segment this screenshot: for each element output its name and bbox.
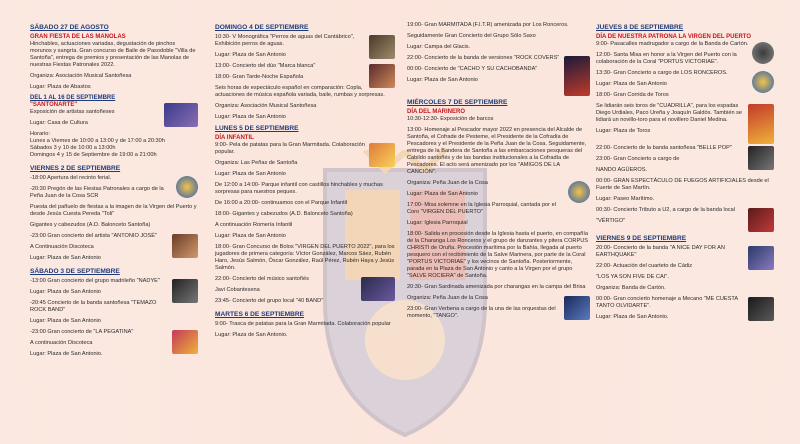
place-text: Lugar: Plaza de Abastos xyxy=(30,84,91,90)
event-line: 13:00- Concierto del dúo "Marca blanca" xyxy=(215,63,316,69)
place-text: Lugar: Plaza de San Antonio xyxy=(30,255,101,261)
event-line: -18:00 Apertura del recinto ferial. xyxy=(30,175,112,181)
organizer-text: Organiza: Las Peñas de Santoña xyxy=(215,160,298,166)
day-heading: SÁBADO 27 DE AGOSTO xyxy=(30,24,109,31)
crest-image xyxy=(176,176,198,198)
event-line: 18:00- Gran Concurso de Bolos "VIRGEN DEL PUERTO 2022", para los jugadores de primera categoría: Víctor González, Marcos Sáez, Rubén Haro, Jesús Salmón, Óscar González, Raúl Pérez, Rubén Haya y Jesús Salmón. xyxy=(215,244,395,271)
event-line: 23:00- Gran Concierto a cargo de xyxy=(596,156,680,162)
event-line: 23:00- Gran Verbena a cargo de la una de las orquestas del momento, "TANGO". xyxy=(407,306,556,319)
event-line: 22:00- Concierto de la banda de versiones "ROCK COVERS" xyxy=(407,55,560,61)
event-line: 00:00- Gran concierto homenaje a Mecano "ME CUESTA TANTO OLVIDARTE". xyxy=(596,296,738,309)
column-3 xyxy=(407,22,590,324)
event-line: 18:00- Gran Corrida de Toros xyxy=(596,92,669,98)
artist-photo xyxy=(172,234,198,258)
band-photo xyxy=(748,246,774,270)
event-line: 22:00- Concierto de la banda santoñesa "BELLE POP" xyxy=(596,145,732,151)
day-heading: LUNES 5 DE SEPTIEMBRE xyxy=(215,125,299,132)
event-description: A continuación Discoteca xyxy=(30,340,93,346)
day-heading: DOMINGO 4 DE SEPTIEMBRE xyxy=(215,24,309,31)
event-title: GRAN FIESTA DE LAS MANOLAS xyxy=(30,34,126,40)
event-line: 22:00- Concierto del músico santoñés xyxy=(215,276,309,282)
place-text: Lugar: Iglesia Parroquial xyxy=(407,220,468,226)
event-description: Exposición de artistas santoñeses xyxy=(30,109,115,115)
day-heading: JUEVES 8 DE SEPTIEMBRE xyxy=(596,24,684,31)
event-line: Seguidamente Gran Concierto del Grupo Sólo Saxo xyxy=(407,33,536,39)
event-line: 17:00- Misa solemne en la Iglesia Parroquial, cantada por el Coro "VIRGEN DEL PUERTO" xyxy=(407,202,556,215)
day-heading: VIERNES 2 DE SEPTIEMBRE xyxy=(30,165,121,172)
event-line: 18:00- Gigantes y cabezudos (A.D. Balonceto Santoña) xyxy=(215,211,353,217)
band-photo xyxy=(748,146,774,170)
event-line: 10:30-12:30- Exposición de barcos xyxy=(407,116,494,122)
event-title: DÍA INFANTIL xyxy=(215,135,254,141)
event-line: 00:30- Concierto Tributo a U2, a cargo de la banda local xyxy=(596,207,735,213)
event-description: A continuación Romería Infantil xyxy=(215,222,293,228)
exhibition-image xyxy=(164,103,198,127)
event-line: -13:00 Gran concierto del grupo madrileño "NADYE" xyxy=(30,278,160,284)
place-text: Lugar: Plaza de San Antonio xyxy=(30,318,101,324)
column-1 xyxy=(30,22,198,362)
day-heading: DEL 1 AL 16 DE SEPTIEMBRE xyxy=(30,95,116,101)
event-description: Gigantes y cabezudos (A.D. Balonceto Santoña) xyxy=(30,222,151,228)
place-text: Lugar: Plaza de San Antonio xyxy=(215,52,286,58)
event-title: "SANTOÑARTE" xyxy=(30,102,78,108)
event-line: 20:30- Gran Sardinada amenizada por charangas en la campa del Brisa xyxy=(407,284,586,290)
place-text: Lugar: Plaza de San Antonio xyxy=(407,191,478,197)
event-title: DÍA DE NUESTRA PATRONA LA VIRGEN DEL PUERTO xyxy=(596,34,752,40)
ronceros-logo xyxy=(752,71,774,93)
place-text: Lugar: Paseo Marítimo. xyxy=(596,196,655,202)
event-line: 9:00- Pasacalles madrugador a cargo de la Banda de Cartón. xyxy=(596,41,749,47)
place-text: Lugar: Plaza de San Antonio. xyxy=(30,351,103,357)
pena-crest-image xyxy=(568,181,590,203)
event-line: 23:45- Concierto del grupo local "40 BAND" xyxy=(215,298,324,304)
event-line: 20:00- Concierto de la banda "A NICE DAY FOR AN EARTHQUAKE" xyxy=(596,245,725,258)
event-line: De 12:00 a 14:00- Parque infantil con castillos hinchables y muchas sorpresas para nuestros peques. xyxy=(215,182,383,195)
event-description: Puesta del pañuelo de fiestas a la imagen de la Virgen del Puerto y desde Jesús Cuesta Pereda "Toli" xyxy=(30,204,197,217)
place-text: Lugar: Plaza de San Antonio xyxy=(407,77,478,83)
day-heading: MIÉRCOLES 7 DE SEPTIEMBRE xyxy=(407,99,508,106)
organizer-text: Organiza: Peña Juan de la Cosa xyxy=(407,180,488,186)
event-description: Se lidiarán seis toros de "CUADRILLA", para los espadas Diego Urdiales, Paco Ureña y Joaquín Galdós. También se lidiará un novillo-toro para el novillero Daniel Medina. xyxy=(596,103,743,123)
duo-photo xyxy=(369,64,395,88)
hours-line: Domingos 4 y 15 de Septiembre de 19:00 a 21:00h xyxy=(30,152,157,158)
event-title: DÍA DEL MARINERO xyxy=(407,109,466,115)
place-text: Lugar: Plaza de Toros xyxy=(596,128,651,134)
orchestra-photo xyxy=(564,296,590,320)
mecano-tribute-photo xyxy=(748,297,774,321)
event-line: 19:00- Gran MARMITADA (F.I.T.R) amenizada por Los Ronceros. xyxy=(407,22,569,28)
event-line: 13:30- Gran Concierto a cargo de LOS RONCEROS. xyxy=(596,70,728,76)
hours-label: Horario: xyxy=(30,131,50,137)
event-description: Hinchables, actuaciones variadas, degustación de pinchos morunos y sangría. Gran concurso de Baile de Pasodoble "Villa de Santoña", entrega de premios y presentación de las Manolas de nuestras Fiestas Patronales 2022. xyxy=(30,41,196,68)
band-photo xyxy=(172,330,198,354)
place-text: Lugar: Plaza de San Antonio. xyxy=(215,332,288,338)
dog-photo xyxy=(369,35,395,59)
organizer-text: Organiza: Asociación Musical Santoñesa xyxy=(215,103,317,109)
u2-tribute-poster xyxy=(748,208,774,232)
event-description: "VÉRTIGO" xyxy=(596,218,626,224)
event-description: A Continuación Discoteca xyxy=(30,244,94,250)
hours-line: Sábados 3 y 10 de 10:00 a 13:00h xyxy=(30,145,116,151)
event-line: 00:00- Concierto de "CACHO Y SU CACHOBANDA" xyxy=(407,66,538,72)
bullfight-poster xyxy=(748,104,774,144)
event-description: "LOS YA SON FIVE DE CAI". xyxy=(596,274,669,280)
place-text: Lugar: Casa de Cultura xyxy=(30,120,88,126)
place-text: Lugar: Plaza de San Antonio xyxy=(215,171,286,177)
event-line: De 16:00 a 20:00- continuamos con el Parque Infantil xyxy=(215,200,348,206)
band-logo xyxy=(752,42,774,64)
event-line: -20:30 Pregón de las Fiestas Patronales a cargo de la Peña Juan de la Cosa SCR xyxy=(30,186,164,199)
event-line: 12:00- Santa Misa en honor a la Virgen del Puerto con la colaboración de la Coral "PORTUS VICTORIAE". xyxy=(596,52,737,65)
organizer-text: Organiza: Peña Juan de la Cosa xyxy=(407,295,488,301)
column-4 xyxy=(596,22,774,325)
place-text: Lugar: Campa del Glacis. xyxy=(407,44,471,50)
place-text: Lugar: Plaza de San Antonio xyxy=(215,114,286,120)
organizer-text: Organiza: Banda de Cartón. xyxy=(596,285,666,291)
day-heading: SÁBADO 3 DE SEPTIEMBRE xyxy=(30,268,120,275)
event-line: 9:00- Pela de patatas para la Gran Marmitada. Colaboración popular. xyxy=(215,142,365,155)
event-description: Seis horas de espectáculo español en comparación: Copla, actuaciones de música española variada, baile, rumbas y sorpresas. xyxy=(215,85,385,98)
day-heading: VIERNES 9 DE SEPTIEMBRE xyxy=(596,235,687,242)
hours-line: Lunes a Viernes de 10:00 a 13:00 y de 17:00 a 20:30h xyxy=(30,138,165,144)
place-text: Lugar: Plaza de San Antonio xyxy=(215,233,286,239)
event-description: 13:00- Homenaje al Pescador mayor 2022 en presencia del Alcalde de Santoña, el Cofrade de Pesteme, el Presidente de la Cofradía de Pescadores y el Presidente de la Peña Juan de la Cosa. Seguidamente, entrega de la Bandera de Santoña a las embarcaciones pesqueras del Cabildo santoñés y de las bandas institucionales a la Cofradía de Pescadores. El acto será amenizado por los "AMIGOS DE LA CANCIÓN". xyxy=(407,127,587,175)
musician-photo xyxy=(361,277,395,301)
event-description: NANDO AGÜEROS. xyxy=(596,167,647,173)
organizer-text: Organiza: Asociación Musical Santoñesa xyxy=(30,73,132,79)
place-text: Lugar: Plaza de San Antonio. xyxy=(596,314,669,320)
event-description: 18:00- Salida en procesión desde la Iglesia hasta el puerto, en compañía de la Charanga Los Ronceros y el grupo de danzantes y pitera CORPUS CHRISTI de Oruña. Procesión marítima por la Bahía, llegada al puerto pesquero con el recibimiento de la Salve Marinera, por parte de la Coral "PORTUS VICTORIAE" y los vecinos de Santoña. Posteriormente, parada en la Plaza de San Antonio y canto a la Virgen por el grupo "SALVE ROCIERA" de Santoña. xyxy=(407,231,588,279)
event-line: 22:00- Actuación del cuarteto de Cádiz xyxy=(596,263,693,269)
rock-covers-poster xyxy=(564,56,590,96)
event-line: -23:00 Gran concierto de "LA PEGATINA" xyxy=(30,329,134,335)
event-line: -20:45 Concierto de la banda santoñesa "TEMAZO ROCK BAND" xyxy=(30,300,157,313)
place-text: Lugar: Plaza de San Antonio xyxy=(596,81,667,87)
day-heading: MARTES 6 DE SEPTIEMBRE xyxy=(215,311,305,318)
kids-photo xyxy=(369,143,395,167)
event-line: 00:00- GRAN ESPECTÁCULO DE FUEGOS ARTIFICIALES desde el Fuerte de San Martín. xyxy=(596,178,769,191)
place-text: Lugar: Plaza de San Antonio xyxy=(30,289,101,295)
band-photo xyxy=(172,279,198,303)
event-line: 10:30- V Monográfica "Perros de aguas del Cantábrico", Exhibición perros de aguas. xyxy=(215,34,355,47)
event-line: 9:00- Trasca de patatas para la Gran Marmitada. Colaboración popular xyxy=(215,321,391,327)
event-line: -23:00 Gran concierto del artista "ANTONIO JOSÉ" xyxy=(30,233,157,239)
event-description: Javi Cobantesena xyxy=(215,287,260,293)
event-line: 18:00- Gran Tarde-Noche Española xyxy=(215,74,304,80)
column-2 xyxy=(215,22,395,343)
